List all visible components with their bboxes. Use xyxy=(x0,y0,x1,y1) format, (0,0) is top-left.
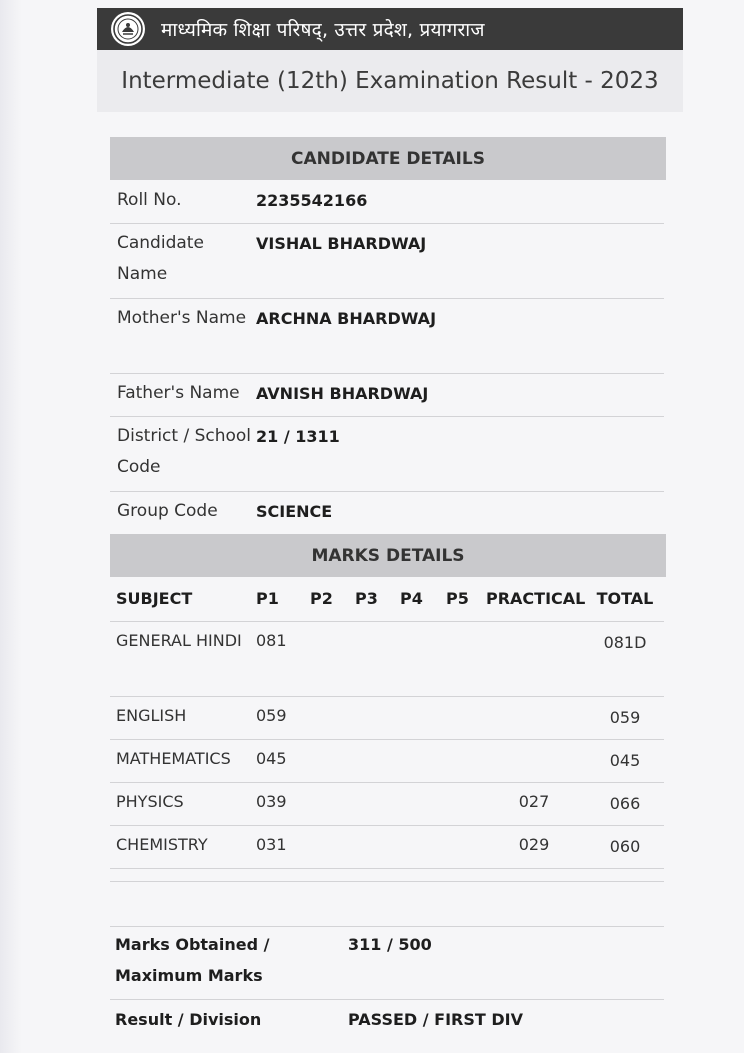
marks-obtained-label: Marks Obtained / Maximum Marks xyxy=(115,935,270,985)
mark-p1: 059 xyxy=(256,706,287,725)
result-row xyxy=(110,999,664,1041)
table-row xyxy=(110,825,664,869)
field-district-school-code xyxy=(110,416,664,492)
candidate-details-title: CANDIDATE DETAILS xyxy=(291,148,485,169)
field-label: Roll No. xyxy=(117,190,182,210)
field-roll-no xyxy=(110,180,664,224)
field-value: SCIENCE xyxy=(256,502,333,521)
marks-details-header xyxy=(110,534,666,577)
column-header-p2: P2 xyxy=(310,589,333,608)
mark-total: 081D xyxy=(603,633,647,652)
column-header-p1: P1 xyxy=(256,589,279,608)
mark-p1: 045 xyxy=(256,749,287,768)
summary-spacer xyxy=(110,881,664,927)
field-label: Candidate Name xyxy=(117,233,204,284)
marks-obtained-row xyxy=(110,926,664,1000)
table-row xyxy=(110,696,664,740)
field-value: VISHAL BHARDWAJ xyxy=(256,234,427,253)
exam-title: Intermediate (12th) Examination Result - 2023 xyxy=(121,68,659,94)
mark-p1: 039 xyxy=(256,792,287,811)
page-edge xyxy=(0,0,22,1053)
column-header-subject: SUBJECT xyxy=(116,589,193,608)
column-header-total: TOTAL xyxy=(596,589,654,608)
mark-total: 066 xyxy=(609,794,641,813)
board-header xyxy=(97,8,683,50)
mark-p1: 081 xyxy=(256,631,287,650)
candidate-details-header xyxy=(110,137,666,180)
mark-practical: 027 xyxy=(518,792,550,811)
subject-name: CHEMISTRY xyxy=(116,835,208,854)
field-value: 21 / 1311 xyxy=(256,427,340,446)
field-label: Mother's Name xyxy=(117,308,247,328)
subject-name: ENGLISH xyxy=(116,706,187,725)
up-board-emblem-icon xyxy=(111,12,145,46)
field-label: Father's Name xyxy=(117,383,240,403)
subject-name: PHYSICS xyxy=(116,792,184,811)
column-header-p5: P5 xyxy=(446,589,469,608)
table-row xyxy=(110,782,664,826)
mark-total: 059 xyxy=(609,708,641,727)
column-header-p3: P3 xyxy=(355,589,378,608)
mark-total: 045 xyxy=(609,751,641,770)
table-row xyxy=(110,621,664,697)
board-name: माध्यमिक शिक्षा परिषद्, उत्तर प्रदेश, प्रयागराज xyxy=(161,19,485,41)
exam-title-band xyxy=(97,50,683,112)
field-group-code xyxy=(110,491,664,534)
column-header-p4: P4 xyxy=(400,589,423,608)
table-row xyxy=(110,739,664,783)
mark-p1: 031 xyxy=(256,835,287,854)
field-mothers-name xyxy=(110,298,664,374)
mark-total: 060 xyxy=(609,837,641,856)
marks-obtained-value: 311 / 500 xyxy=(348,935,432,954)
result-label: Result / Division xyxy=(115,1010,262,1029)
column-header-practical: PRACTICAL xyxy=(486,589,586,608)
table-spacer-row xyxy=(110,868,664,882)
field-label: District / School Code xyxy=(117,426,252,477)
field-value: 2235542166 xyxy=(256,191,368,210)
result-value: PASSED / FIRST DIV xyxy=(348,1010,523,1029)
marks-details-title: MARKS DETAILS xyxy=(311,545,465,566)
mark-practical: 029 xyxy=(518,835,550,854)
field-candidate-name xyxy=(110,223,664,299)
field-value: AVNISH BHARDWAJ xyxy=(256,384,429,403)
subject-name: GENERAL HINDI xyxy=(116,631,242,650)
field-value: ARCHNA BHARDWAJ xyxy=(256,309,437,328)
field-fathers-name xyxy=(110,373,664,417)
subject-name: MATHEMATICS xyxy=(116,749,231,768)
marks-table-header xyxy=(110,578,664,622)
field-label: Group Code xyxy=(117,501,218,521)
